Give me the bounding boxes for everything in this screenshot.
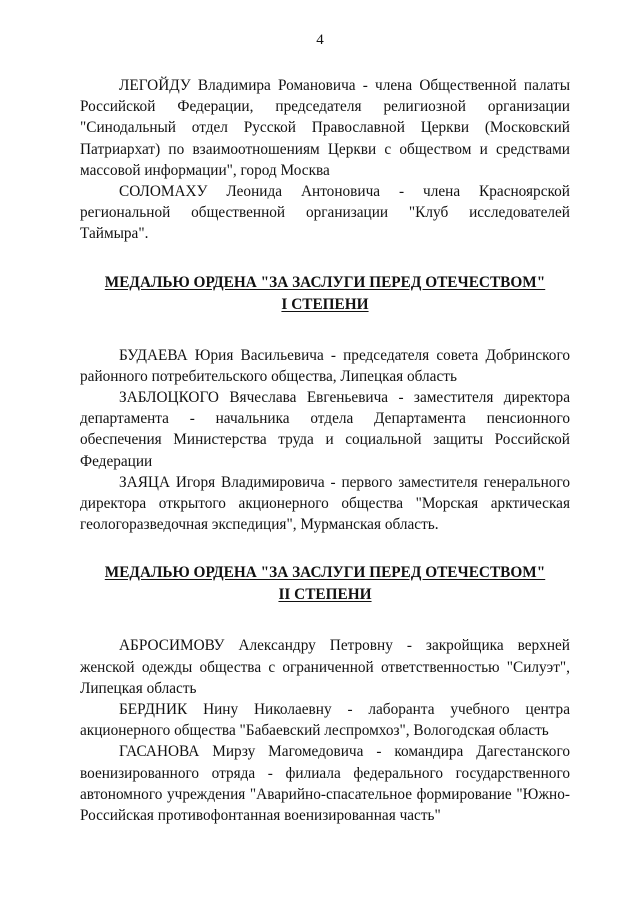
section-heading	[80, 272, 570, 316]
heading-spacer	[80, 316, 570, 345]
section-heading	[80, 562, 570, 606]
award-section-medal-2nd-degree	[80, 562, 570, 826]
award-recipient-entry: ГАСАНОВА Мирзу Магомедовича - командира Дагестанского военизированного отряда - филиала федерального государственного автономного учреждения "Аварийно-спасательное формирование "Южно-Российская противофонтанная военизированная часть"	[80, 743, 570, 825]
award-recipient-entry: ЗАБЛОЦКОГО Вячеслава Евгеньевича - заместителя директора департамента - начальника отдела Департамента пенсионного обеспечения Министерства труда и социальной защиты Российской Федерации	[80, 389, 570, 470]
award-recipient-entry: ЗАЯЦА Игоря Владимировича - первого заместителя генерального директора открытого акционерного общества "Морская арктическая геологоразведочная экспедиция", Мурманская область.	[80, 473, 570, 534]
section-heading-degree: I СТЕПЕНИ	[281, 295, 369, 313]
section-heading-line: МЕДАЛЬЮ ОРДЕНА "ЗА ЗАСЛУГИ ПЕРЕД ОТЕЧЕСТВОМ"	[104, 273, 546, 291]
heading-spacer	[80, 606, 570, 635]
award-recipient-entry: БЕРДНИК Нину Николаевну - лаборанта учебного центра акционерного общества "Бабаевский леспромхоз", Вологодская область	[80, 701, 570, 740]
section-spacer	[80, 535, 570, 562]
award-recipient-entry: БУДАЕВА Юрия Васильевича - председателя совета Добринского районного потребительского общества, Липецкая область	[80, 346, 570, 385]
page-number: 4	[316, 32, 324, 48]
section-spacer	[80, 245, 570, 272]
award-recipient-entry: СОЛОМАХУ Леонида Антоновича - члена Красноярской региональной общественной организации "Клуб исследователей Таймыра".	[80, 183, 570, 243]
award-section-medal-1st-degree	[80, 272, 570, 536]
document-body	[80, 75, 570, 826]
section-heading-line: МЕДАЛЬЮ ОРДЕНА "ЗА ЗАСЛУГИ ПЕРЕД ОТЕЧЕСТВОМ"	[104, 564, 546, 582]
award-section-continuation	[80, 75, 570, 245]
section-heading-degree: II СТЕПЕНИ	[278, 586, 372, 604]
award-recipient-entry: ЛЕГОЙДУ Владимира Романовича - члена Общественной палаты Российской Федерации, председателя религиозной организации "Синодальный отдел Русской Православной Церкви (Московский Патриархат) по взаимоотношениям Церкви с обществом и средствами массовой информации", город Москва	[80, 77, 570, 179]
award-recipient-entry: АБРОСИМОВУ Александру Петровну - закройщика верхней женской одежды общества с ограниченной ответственностью "Силуэт", Липецкая область	[80, 637, 570, 697]
